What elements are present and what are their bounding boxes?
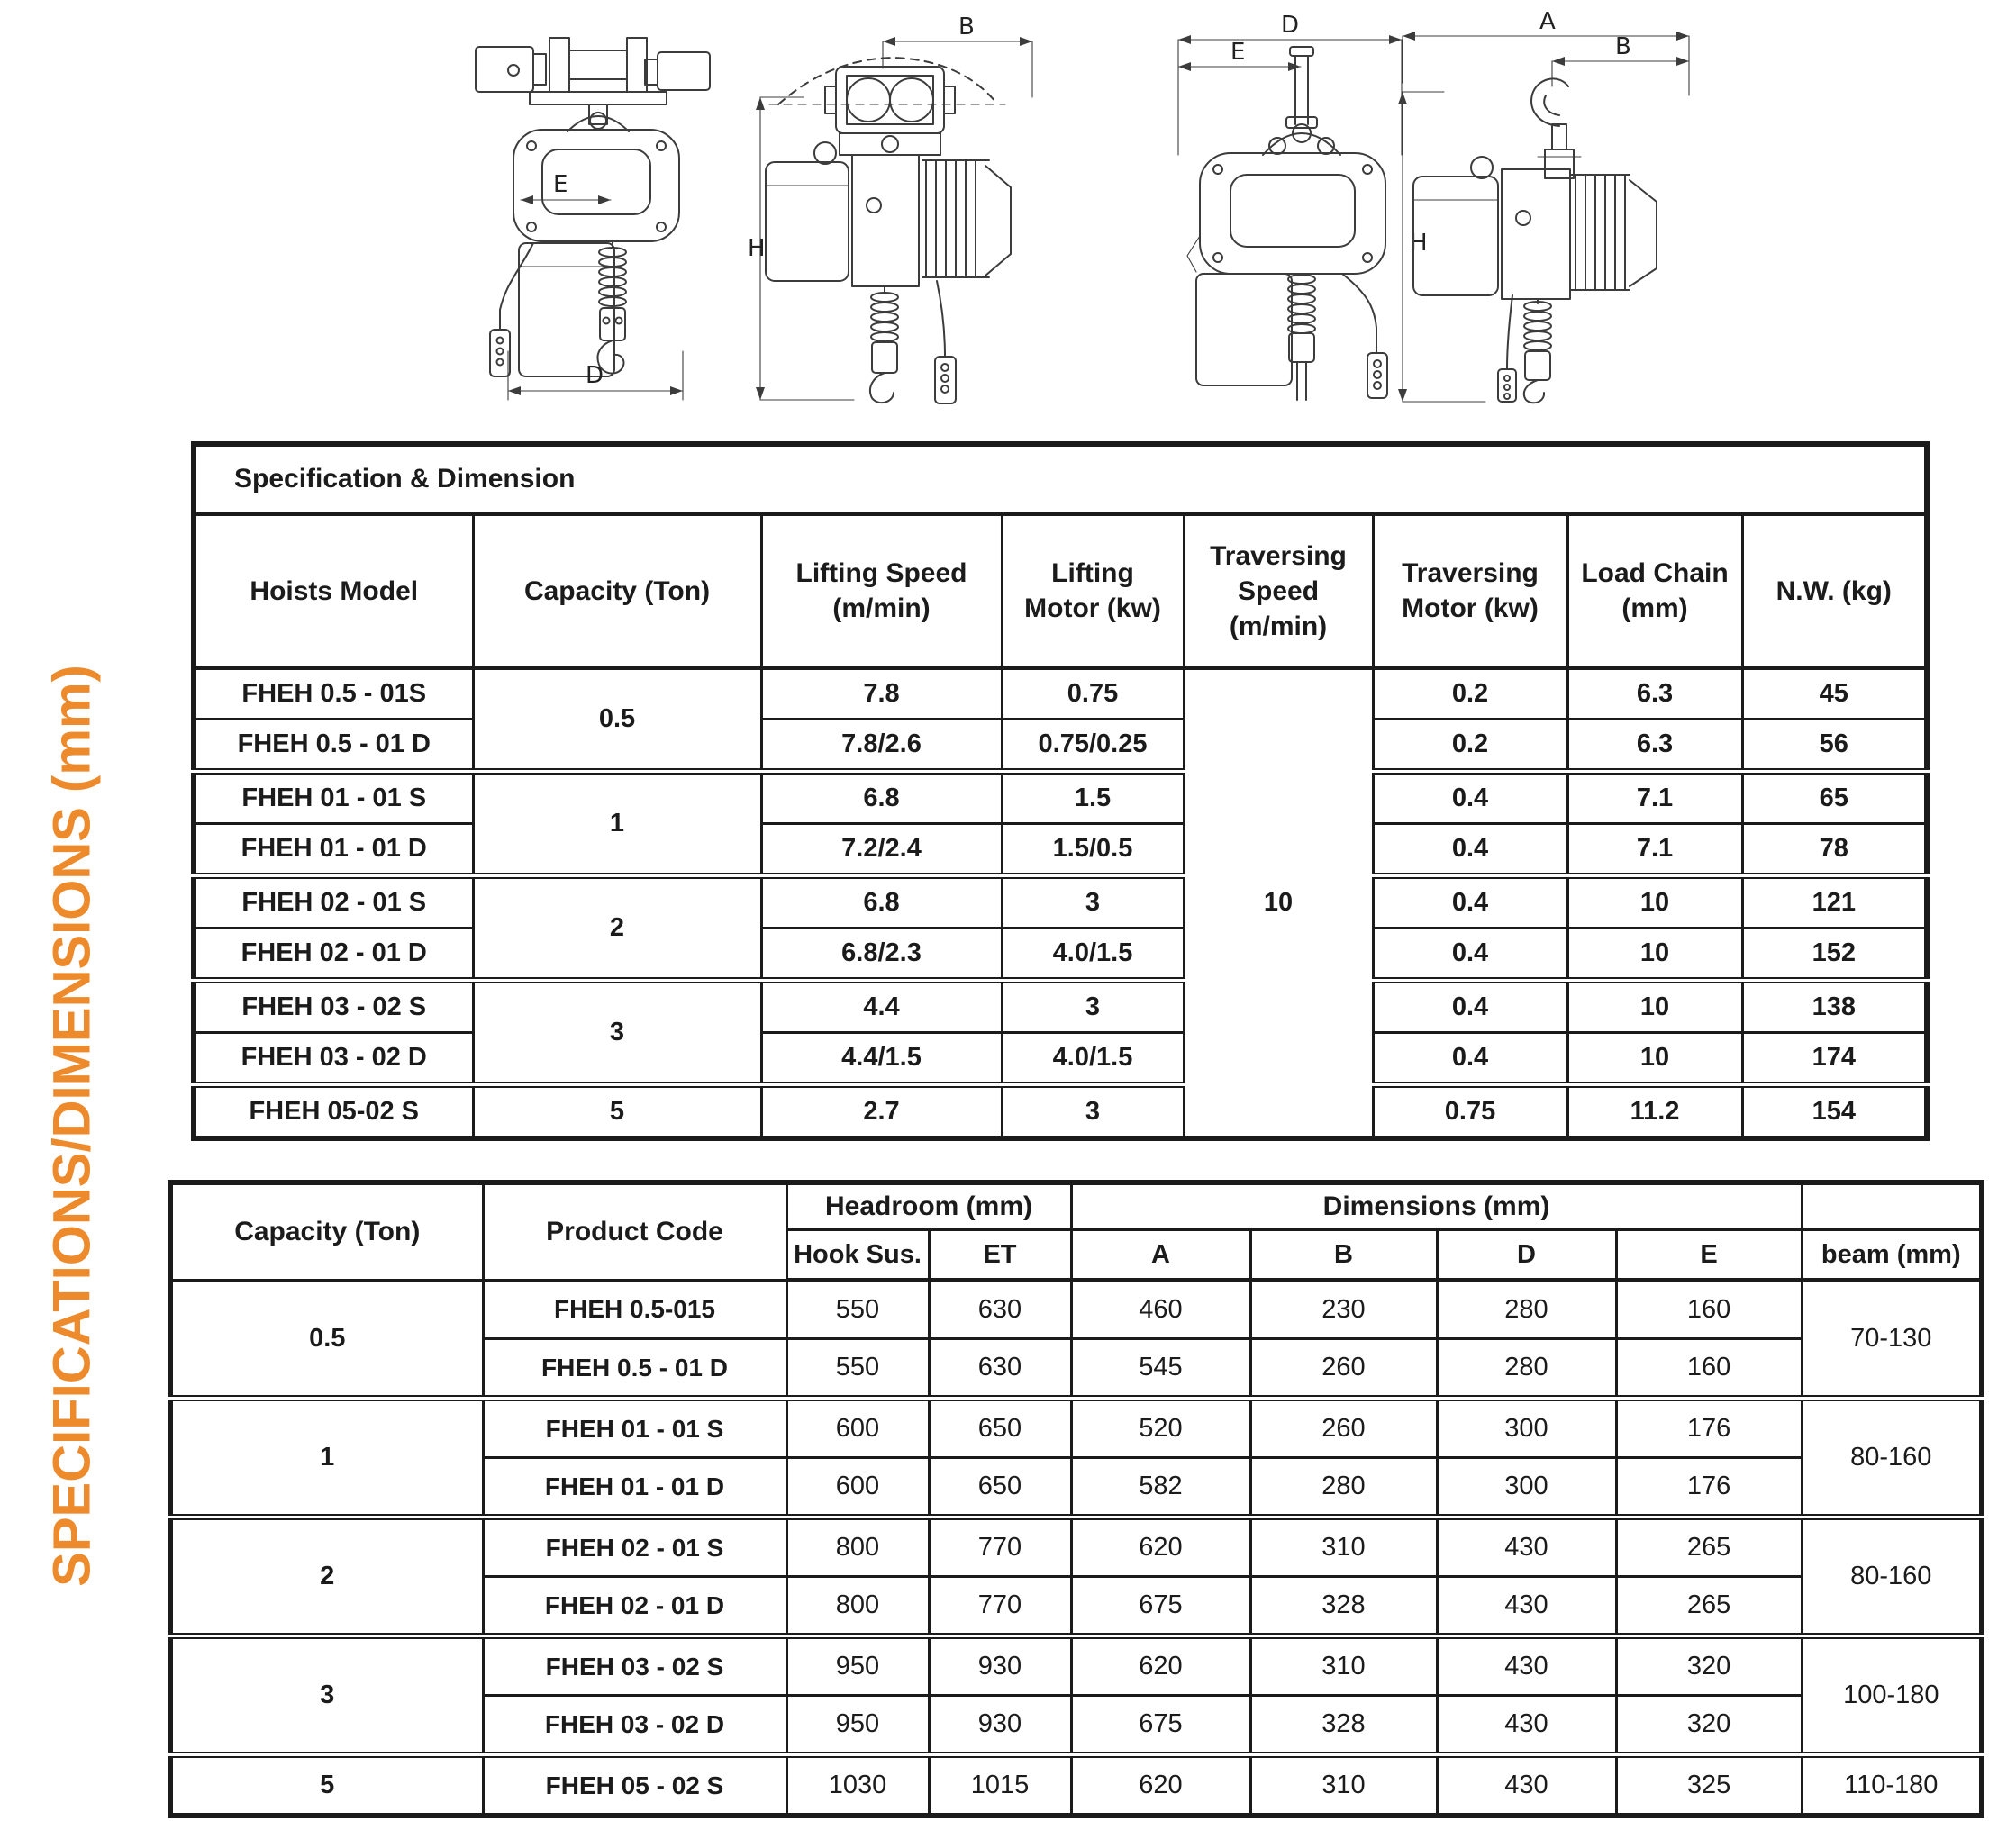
- col-d: D: [1437, 1230, 1616, 1281]
- lifting-motor-cell: 1.5/0.5: [1002, 824, 1184, 876]
- dim-row: [170, 1636, 1982, 1696]
- dim-row: [170, 1281, 1982, 1339]
- dimension-b: [883, 14, 1032, 97]
- chain-spring-hook: [1524, 299, 1551, 403]
- nw-cell: 56: [1742, 720, 1927, 772]
- dimension-a: [1403, 9, 1689, 95]
- et-cell: 930: [929, 1696, 1071, 1755]
- dim-a-cell: 620: [1071, 1518, 1250, 1577]
- hoist-drawing-trolley-front: [467, 13, 737, 409]
- spec-row: [194, 824, 1927, 876]
- model-cell: FHEH 0.5 - 01S: [194, 668, 473, 720]
- hoist-body: [1187, 153, 1385, 274]
- lifting-speed-cell: 4.4: [761, 981, 1002, 1033]
- nw-cell: 78: [1742, 824, 1927, 876]
- dim-label-b: B: [1615, 33, 1631, 60]
- col-beam-spacer: [1802, 1182, 1982, 1230]
- traversing-motor-cell: 0.2: [1373, 668, 1567, 720]
- col-e: E: [1616, 1230, 1802, 1281]
- lifting-speed-cell: 6.8: [761, 876, 1002, 929]
- dim-e-cell: 265: [1616, 1518, 1802, 1577]
- lifting-speed-cell: 7.8: [761, 668, 1002, 720]
- beam-profile: [769, 58, 1005, 104]
- spec-row: [194, 1033, 1927, 1085]
- spec-header-row: [194, 514, 1927, 668]
- dim-e-cell: 176: [1616, 1399, 1802, 1458]
- suspension-plate: [840, 133, 940, 155]
- dim-d-cell: 430: [1437, 1518, 1616, 1577]
- et-cell: 770: [929, 1518, 1071, 1577]
- dim-b-cell: 230: [1250, 1281, 1437, 1339]
- dim-label-d: D: [586, 362, 604, 389]
- product-code-cell: FHEH 02 - 01 S: [483, 1518, 786, 1577]
- lifting-speed-cell: 6.8: [761, 772, 1002, 824]
- dim-b-cell: 310: [1250, 1518, 1437, 1577]
- dim-header-row-1: [170, 1182, 1982, 1230]
- col-headroom: Headroom (mm): [786, 1182, 1071, 1230]
- traversing-motor-cell: 0.2: [1373, 720, 1567, 772]
- hoist-drawing-hook-side: [1392, 9, 1698, 405]
- dim-b-cell: 310: [1250, 1636, 1437, 1696]
- load-chain-cell: 7.1: [1567, 824, 1742, 876]
- dim-row: [170, 1518, 1982, 1577]
- top-hook: [1531, 78, 1568, 149]
- load-chain-cell: 10: [1567, 981, 1742, 1033]
- capacity-cell: 1: [170, 1399, 483, 1518]
- dim-d-cell: 280: [1437, 1281, 1616, 1339]
- nw-cell: 152: [1742, 929, 1927, 981]
- dim-b-cell: 260: [1250, 1399, 1437, 1458]
- capacity-cell: 1: [473, 772, 761, 876]
- hook-sus-cell: 550: [786, 1281, 929, 1339]
- dim-d-cell: 430: [1437, 1577, 1616, 1636]
- traversing-motor-cell: 0.4: [1373, 772, 1567, 824]
- dim-e-cell: 320: [1616, 1636, 1802, 1696]
- product-code-cell: FHEH 02 - 01 D: [483, 1577, 786, 1636]
- dim-a-cell: 675: [1071, 1696, 1250, 1755]
- et-cell: 930: [929, 1636, 1071, 1696]
- model-cell: FHEH 02 - 01 S: [194, 876, 473, 929]
- dim-label-e: E: [553, 171, 568, 198]
- et-cell: 630: [929, 1339, 1071, 1399]
- col-capacity: Capacity (Ton): [473, 514, 761, 668]
- beam-cell: 100-180: [1802, 1636, 1982, 1755]
- load-chain-cell: 7.1: [1567, 772, 1742, 824]
- chain-spring-hook: [870, 286, 898, 403]
- dim-a-cell: 460: [1071, 1281, 1250, 1339]
- dim-a-cell: 582: [1071, 1458, 1250, 1518]
- load-chain-cell: 6.3: [1567, 720, 1742, 772]
- dimension-b: [1552, 33, 1689, 86]
- nw-cell: 45: [1742, 668, 1927, 720]
- dim-b-cell: 280: [1250, 1458, 1437, 1518]
- top-shank: [1286, 47, 1317, 128]
- capacity-cell: 2: [473, 876, 761, 981]
- hoist-body: [513, 130, 679, 241]
- beam-cell: 80-160: [1802, 1518, 1982, 1636]
- col-capacity: Capacity (Ton): [170, 1182, 483, 1281]
- dim-row: [170, 1399, 1982, 1458]
- lifting-speed-cell: 4.4/1.5: [761, 1033, 1002, 1085]
- spec-row: [194, 876, 1927, 929]
- product-code-cell: FHEH 03 - 02 D: [483, 1696, 786, 1755]
- dim-label-a: A: [1539, 9, 1556, 35]
- capacity-cell: 0.5: [170, 1281, 483, 1399]
- hoist-body-side: [766, 142, 1011, 286]
- hook-sus-cell: 550: [786, 1339, 929, 1399]
- et-cell: 630: [929, 1281, 1071, 1339]
- dimensions-table: [168, 1180, 1984, 1818]
- lifting-motor-cell: 3: [1002, 981, 1184, 1033]
- spec-row: [194, 1085, 1927, 1139]
- nw-cell: 154: [1742, 1085, 1927, 1139]
- hook-sus-cell: 800: [786, 1518, 929, 1577]
- col-traversing-motor: Traversing Motor (kw): [1373, 514, 1567, 668]
- beam-cell: 70-130: [1802, 1281, 1982, 1399]
- dim-d-cell: 430: [1437, 1696, 1616, 1755]
- spec-table-title: Specification & Dimension: [194, 444, 1927, 514]
- model-cell: FHEH 01 - 01 S: [194, 772, 473, 824]
- model-cell: FHEH 01 - 01 D: [194, 824, 473, 876]
- spec-row: [194, 981, 1927, 1033]
- capacity-cell: 3: [473, 981, 761, 1085]
- dim-b-cell: 310: [1250, 1755, 1437, 1816]
- dim-a-cell: 675: [1071, 1577, 1250, 1636]
- capacity-cell: 0.5: [473, 668, 761, 772]
- col-nw: N.W. (kg): [1742, 514, 1927, 668]
- col-load-chain: Load Chain (mm): [1567, 514, 1742, 668]
- dim-b-cell: 328: [1250, 1696, 1437, 1755]
- spec-table-title-row: [194, 444, 1927, 514]
- dimension-h: [748, 97, 854, 400]
- model-cell: FHEH 02 - 01 D: [194, 929, 473, 981]
- lifting-speed-cell: 7.2/2.4: [761, 824, 1002, 876]
- col-beam: beam (mm): [1802, 1230, 1982, 1281]
- nw-cell: 121: [1742, 876, 1927, 929]
- col-hoists-model: Hoists Model: [194, 514, 473, 668]
- product-code-cell: FHEH 0.5 - 01 D: [483, 1339, 786, 1399]
- nw-cell: 138: [1742, 981, 1927, 1033]
- product-code-cell: FHEH 01 - 01 S: [483, 1399, 786, 1458]
- hoist-body-side: [1413, 157, 1657, 299]
- dim-d-cell: 280: [1437, 1339, 1616, 1399]
- col-lifting-speed: Lifting Speed (m/min): [761, 514, 1002, 668]
- load-chain-cell: 10: [1567, 929, 1742, 981]
- pendant-cable: [490, 243, 533, 376]
- col-traversing-speed: Traversing Speed (m/min): [1184, 514, 1373, 668]
- dim-label-e: E: [1230, 39, 1246, 66]
- traversing-motor-cell: 0.4: [1373, 824, 1567, 876]
- col-et: ET: [929, 1230, 1071, 1281]
- dim-d-cell: 300: [1437, 1399, 1616, 1458]
- model-cell: FHEH 0.5 - 01 D: [194, 720, 473, 772]
- traversing-motor-cell: 0.4: [1373, 876, 1567, 929]
- spec-row: [194, 929, 1927, 981]
- suspension-clevis: [568, 104, 629, 131]
- traversing-motor-cell: 0.75: [1373, 1085, 1567, 1139]
- dim-label-d: D: [1281, 12, 1300, 39]
- dim-e-cell: 320: [1616, 1696, 1802, 1755]
- dimension-e: [521, 171, 611, 204]
- trolley-assembly: [476, 38, 710, 104]
- col-b: B: [1250, 1230, 1437, 1281]
- model-cell: FHEH 03 - 02 D: [194, 1033, 473, 1085]
- dim-d-cell: 300: [1437, 1458, 1616, 1518]
- col-hook-sus: Hook Sus.: [786, 1230, 929, 1281]
- dim-e-cell: 325: [1616, 1755, 1802, 1816]
- capacity-cell: 2: [170, 1518, 483, 1636]
- traversing-speed-cell: 10: [1184, 668, 1373, 1139]
- nw-cell: 174: [1742, 1033, 1927, 1085]
- beam-cell: 110-180: [1802, 1755, 1982, 1816]
- lifting-speed-cell: 2.7: [761, 1085, 1002, 1139]
- et-cell: 770: [929, 1577, 1071, 1636]
- dim-e-cell: 265: [1616, 1577, 1802, 1636]
- load-chain-cell: 10: [1567, 1033, 1742, 1085]
- lifting-speed-cell: 7.8/2.6: [761, 720, 1002, 772]
- nw-cell: 65: [1742, 772, 1927, 824]
- dim-e-cell: 160: [1616, 1281, 1802, 1339]
- lifting-motor-cell: 0.75: [1002, 668, 1184, 720]
- lifting-motor-cell: 3: [1002, 1085, 1184, 1139]
- hook-sus-cell: 950: [786, 1696, 929, 1755]
- chain-spring-hook: [597, 241, 626, 374]
- dim-label-h: H: [1410, 230, 1428, 257]
- page-title-vertical: SPECIFICATIONS/DIMENSIONS (mm): [42, 665, 102, 1587]
- product-code-cell: FHEH 01 - 01 D: [483, 1458, 786, 1518]
- et-cell: 650: [929, 1458, 1071, 1518]
- dim-e-cell: 176: [1616, 1458, 1802, 1518]
- beam-cell: 80-160: [1802, 1399, 1982, 1518]
- traversing-motor-cell: 0.4: [1373, 1033, 1567, 1085]
- hoist-drawing-hook-front: [1164, 11, 1416, 407]
- dim-label-b: B: [958, 14, 975, 41]
- col-dimensions: Dimensions (mm): [1071, 1182, 1802, 1230]
- traversing-motor-cell: 0.4: [1373, 929, 1567, 981]
- dim-a-cell: 520: [1071, 1399, 1250, 1458]
- pendant-cable: [1498, 295, 1516, 402]
- dim-row: [170, 1755, 1982, 1816]
- model-cell: FHEH 03 - 02 S: [194, 981, 473, 1033]
- dim-a-cell: 620: [1071, 1755, 1250, 1816]
- load-chain-cell: 10: [1567, 876, 1742, 929]
- dim-a-cell: 545: [1071, 1339, 1250, 1399]
- dim-e-cell: 160: [1616, 1339, 1802, 1399]
- spec-row: [194, 720, 1927, 772]
- trolley-wheels: [825, 67, 955, 133]
- dimension-e: [1178, 39, 1301, 71]
- capacity-cell: 3: [170, 1636, 483, 1755]
- spec-table: [191, 441, 1930, 1141]
- suspension-dome: [1263, 124, 1340, 155]
- lifting-motor-cell: 1.5: [1002, 772, 1184, 824]
- lifting-motor-cell: 4.0/1.5: [1002, 1033, 1184, 1085]
- lifting-speed-cell: 6.8/2.3: [761, 929, 1002, 981]
- col-product-code: Product Code: [483, 1182, 786, 1281]
- hook-sus-cell: 600: [786, 1399, 929, 1458]
- hoist-drawing-trolley-side: [746, 9, 1043, 405]
- dim-label-h: H: [748, 235, 766, 262]
- dim-b-cell: 260: [1250, 1339, 1437, 1399]
- et-cell: 1015: [929, 1755, 1071, 1816]
- dim-d-cell: 430: [1437, 1636, 1616, 1696]
- hook-sus-cell: 1030: [786, 1755, 929, 1816]
- col-a: A: [1071, 1230, 1250, 1281]
- dimension-d: [1178, 12, 1402, 155]
- load-chain-cell: 11.2: [1567, 1085, 1742, 1139]
- col-lifting-motor: Lifting Motor (kw): [1002, 514, 1184, 668]
- capacity-cell: 5: [170, 1755, 483, 1816]
- lifting-motor-cell: 3: [1002, 876, 1184, 929]
- product-code-cell: FHEH 0.5-015: [483, 1281, 786, 1339]
- dim-d-cell: 430: [1437, 1755, 1616, 1816]
- hook-sus-cell: 800: [786, 1577, 929, 1636]
- dimension-h: [1398, 92, 1485, 402]
- dim-b-cell: 328: [1250, 1577, 1437, 1636]
- load-chain-cell: 6.3: [1567, 668, 1742, 720]
- product-code-cell: FHEH 03 - 02 S: [483, 1636, 786, 1696]
- pendant-cable: [935, 281, 956, 403]
- capacity-cell: 5: [473, 1085, 761, 1139]
- pendant-cable: [1342, 274, 1387, 398]
- model-cell: FHEH 05-02 S: [194, 1085, 473, 1139]
- dim-a-cell: 620: [1071, 1636, 1250, 1696]
- chain-container: [1196, 274, 1292, 385]
- traversing-motor-cell: 0.4: [1373, 981, 1567, 1033]
- lifting-motor-cell: 0.75/0.25: [1002, 720, 1184, 772]
- et-cell: 650: [929, 1399, 1071, 1458]
- spec-row: [194, 668, 1927, 720]
- spec-row: [194, 772, 1927, 824]
- lifting-motor-cell: 4.0/1.5: [1002, 929, 1184, 981]
- hook-sus-cell: 950: [786, 1636, 929, 1696]
- product-code-cell: FHEH 05 - 02 S: [483, 1755, 786, 1816]
- hook-sus-cell: 600: [786, 1458, 929, 1518]
